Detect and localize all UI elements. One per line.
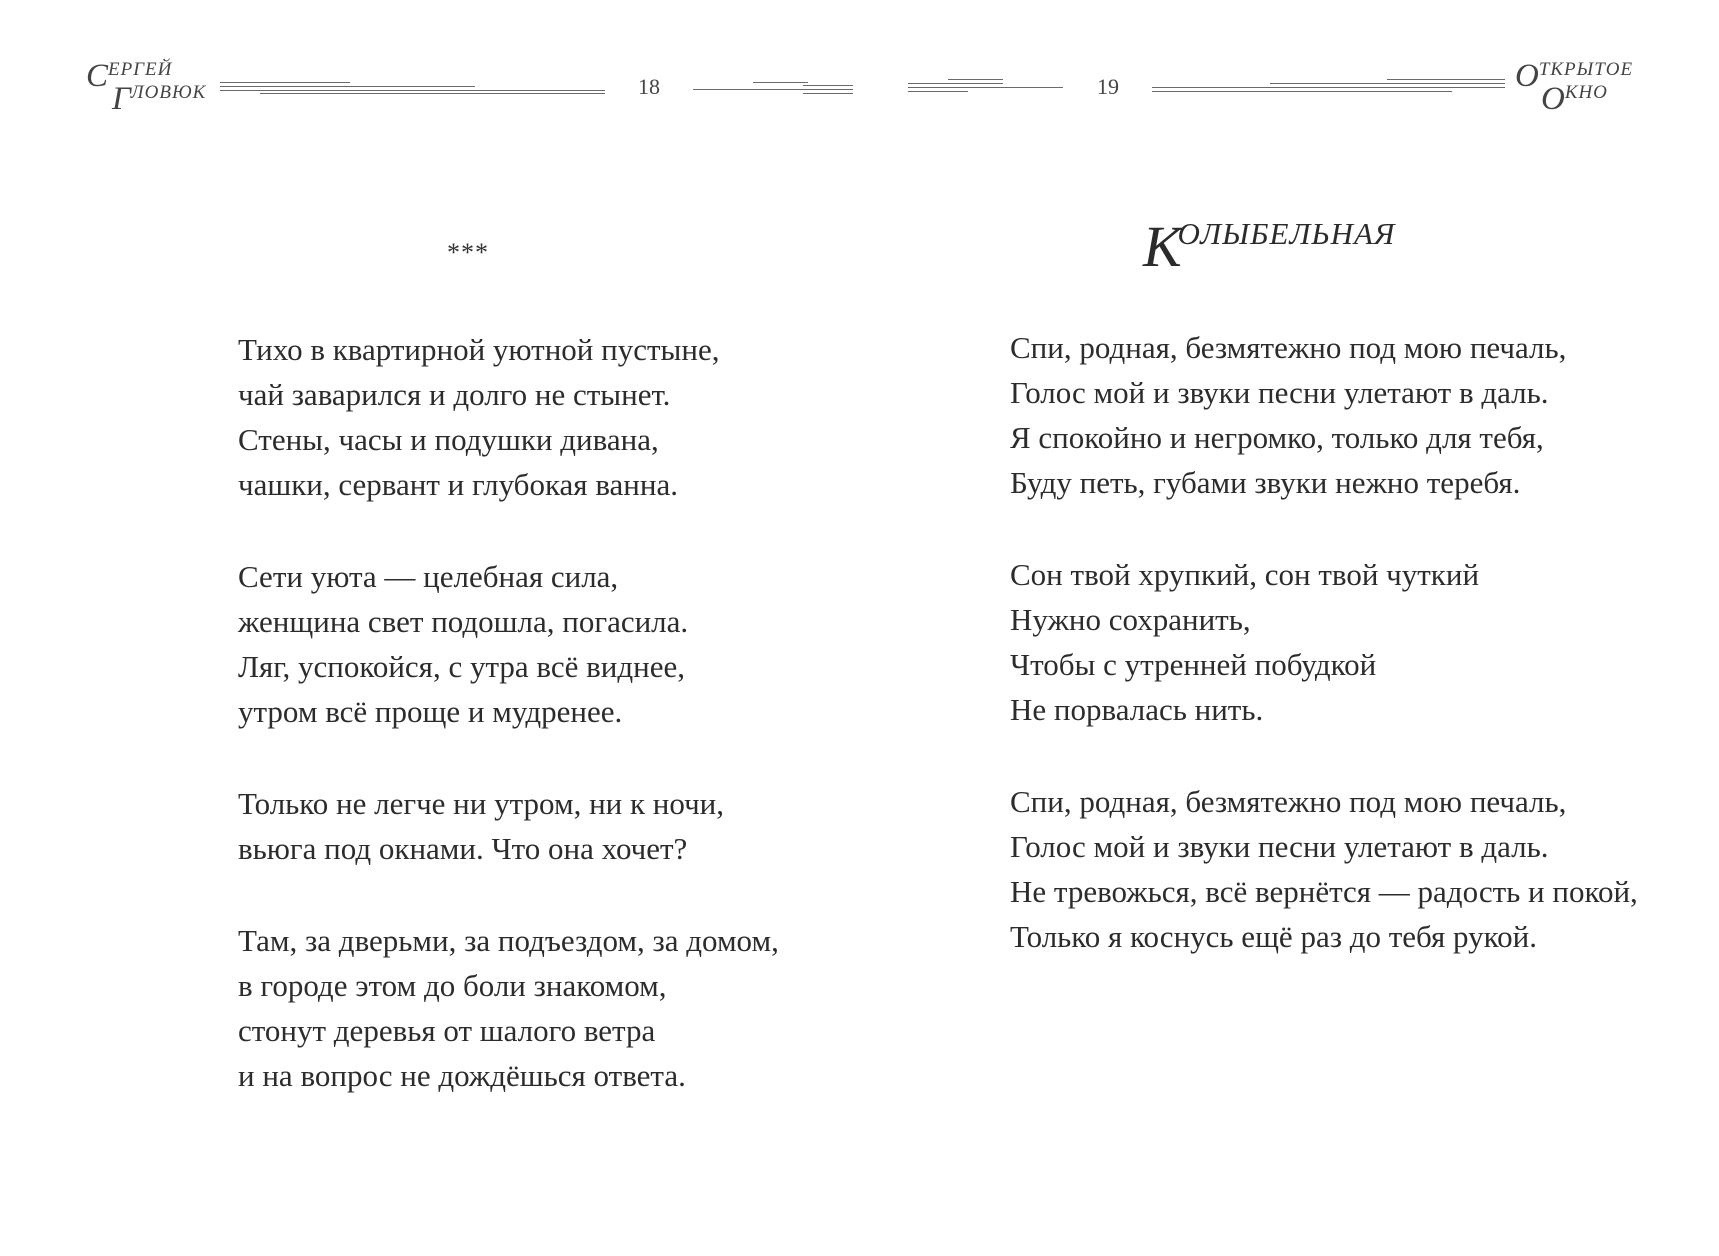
poem-title-rest: ОЛЫБЕЛЬНАЯ [1177, 216, 1396, 251]
poem-line: Сети уюта — целебная сила, [238, 559, 619, 594]
poem-line: Ляг, успокойся, с утра всё виднее, [238, 649, 685, 684]
header-rule-right-a [908, 78, 1063, 96]
author-line1-initial: С [86, 58, 109, 94]
stanza [238, 918, 779, 1098]
page-number-left: 18 [638, 74, 660, 99]
poem-line: Буду петь, губами звуки нежно теребя. [1010, 465, 1521, 500]
poem-line: Только не легче ни утром, ни к ночи, [238, 786, 725, 821]
stanza [238, 781, 779, 871]
stanza [238, 327, 779, 507]
poem-line: и на вопрос не дождёшься ответа. [238, 1058, 686, 1093]
poem-line: вьюга под окнами. Что она хочет? [238, 831, 688, 866]
book-line2-initial: О [1541, 81, 1565, 117]
poem-line: чай заварился и долго не стынет. [238, 377, 671, 412]
poem-line: утром всё проще и мудренее. [238, 694, 623, 729]
book-line1-initial: О [1515, 58, 1539, 94]
header-rule-right-b [1152, 78, 1505, 96]
book-line2-rest: КНО [1564, 82, 1608, 103]
running-head-book-title [1515, 60, 1633, 116]
poem-line: Голос мой и звуки песни улетают в даль. [1010, 829, 1549, 864]
poem-line: стонут деревья от шалого ветра [238, 1013, 656, 1048]
poem-line: Нужно сохранить, [1010, 602, 1251, 637]
running-head-author [86, 60, 206, 116]
poem-line: Стены, часы и подушки дивана, [238, 422, 659, 457]
poem-line: Чтобы с утренней побудкой [1010, 647, 1377, 682]
poem-line: Там, за дверьми, за подъездом, за домом, [238, 923, 779, 958]
poem-line: женщина свет подошла, погасила. [238, 604, 689, 639]
poem-left [238, 327, 779, 1145]
poem-line: Не тревожься, всё вернётся — радость и покой, [1010, 874, 1638, 909]
author-line2-rest: ЛОВЮК [130, 82, 207, 103]
poem-line: Спи, родная, безмятежно под мою печаль, [1010, 784, 1567, 819]
poem-separator-asterisks: *** [447, 238, 489, 267]
poem-line: Спи, родная, безмятежно под мою печаль, [1010, 330, 1567, 365]
author-line1-rest: ЕРГЕЙ [108, 59, 173, 80]
poem-title-initial: К [1143, 214, 1182, 279]
stanza [238, 554, 779, 734]
book-line1-rest: ТКРЫТОЕ [1538, 59, 1634, 80]
poem-line: Голос мой и звуки песни улетают в даль. [1010, 375, 1549, 410]
poem-line: Не порвалась нить. [1010, 692, 1264, 727]
poem-line: чашки, сервант и глубокая ванна. [238, 467, 678, 502]
header-rule-left-b [693, 80, 853, 96]
stanza [1010, 325, 1638, 505]
poem-line: в городе этом до боли знакомом, [238, 968, 667, 1003]
poem-right [1010, 325, 1638, 1006]
header-rule-left-a [220, 80, 605, 96]
poem-line: Тихо в квартирной уютной пустыне, [238, 332, 720, 367]
stanza [1010, 779, 1638, 959]
stanza [1010, 552, 1638, 732]
poem-title [1143, 214, 1396, 279]
author-line2-initial: Г [112, 81, 131, 117]
poem-line: Сон твой хрупкий, сон твой чуткий [1010, 557, 1480, 592]
poem-line: Только я коснусь ещё раз до тебя рукой. [1010, 919, 1537, 954]
page-number-right: 19 [1097, 74, 1119, 99]
poem-line: Я спокойно и негромко, только для тебя, [1010, 420, 1544, 455]
